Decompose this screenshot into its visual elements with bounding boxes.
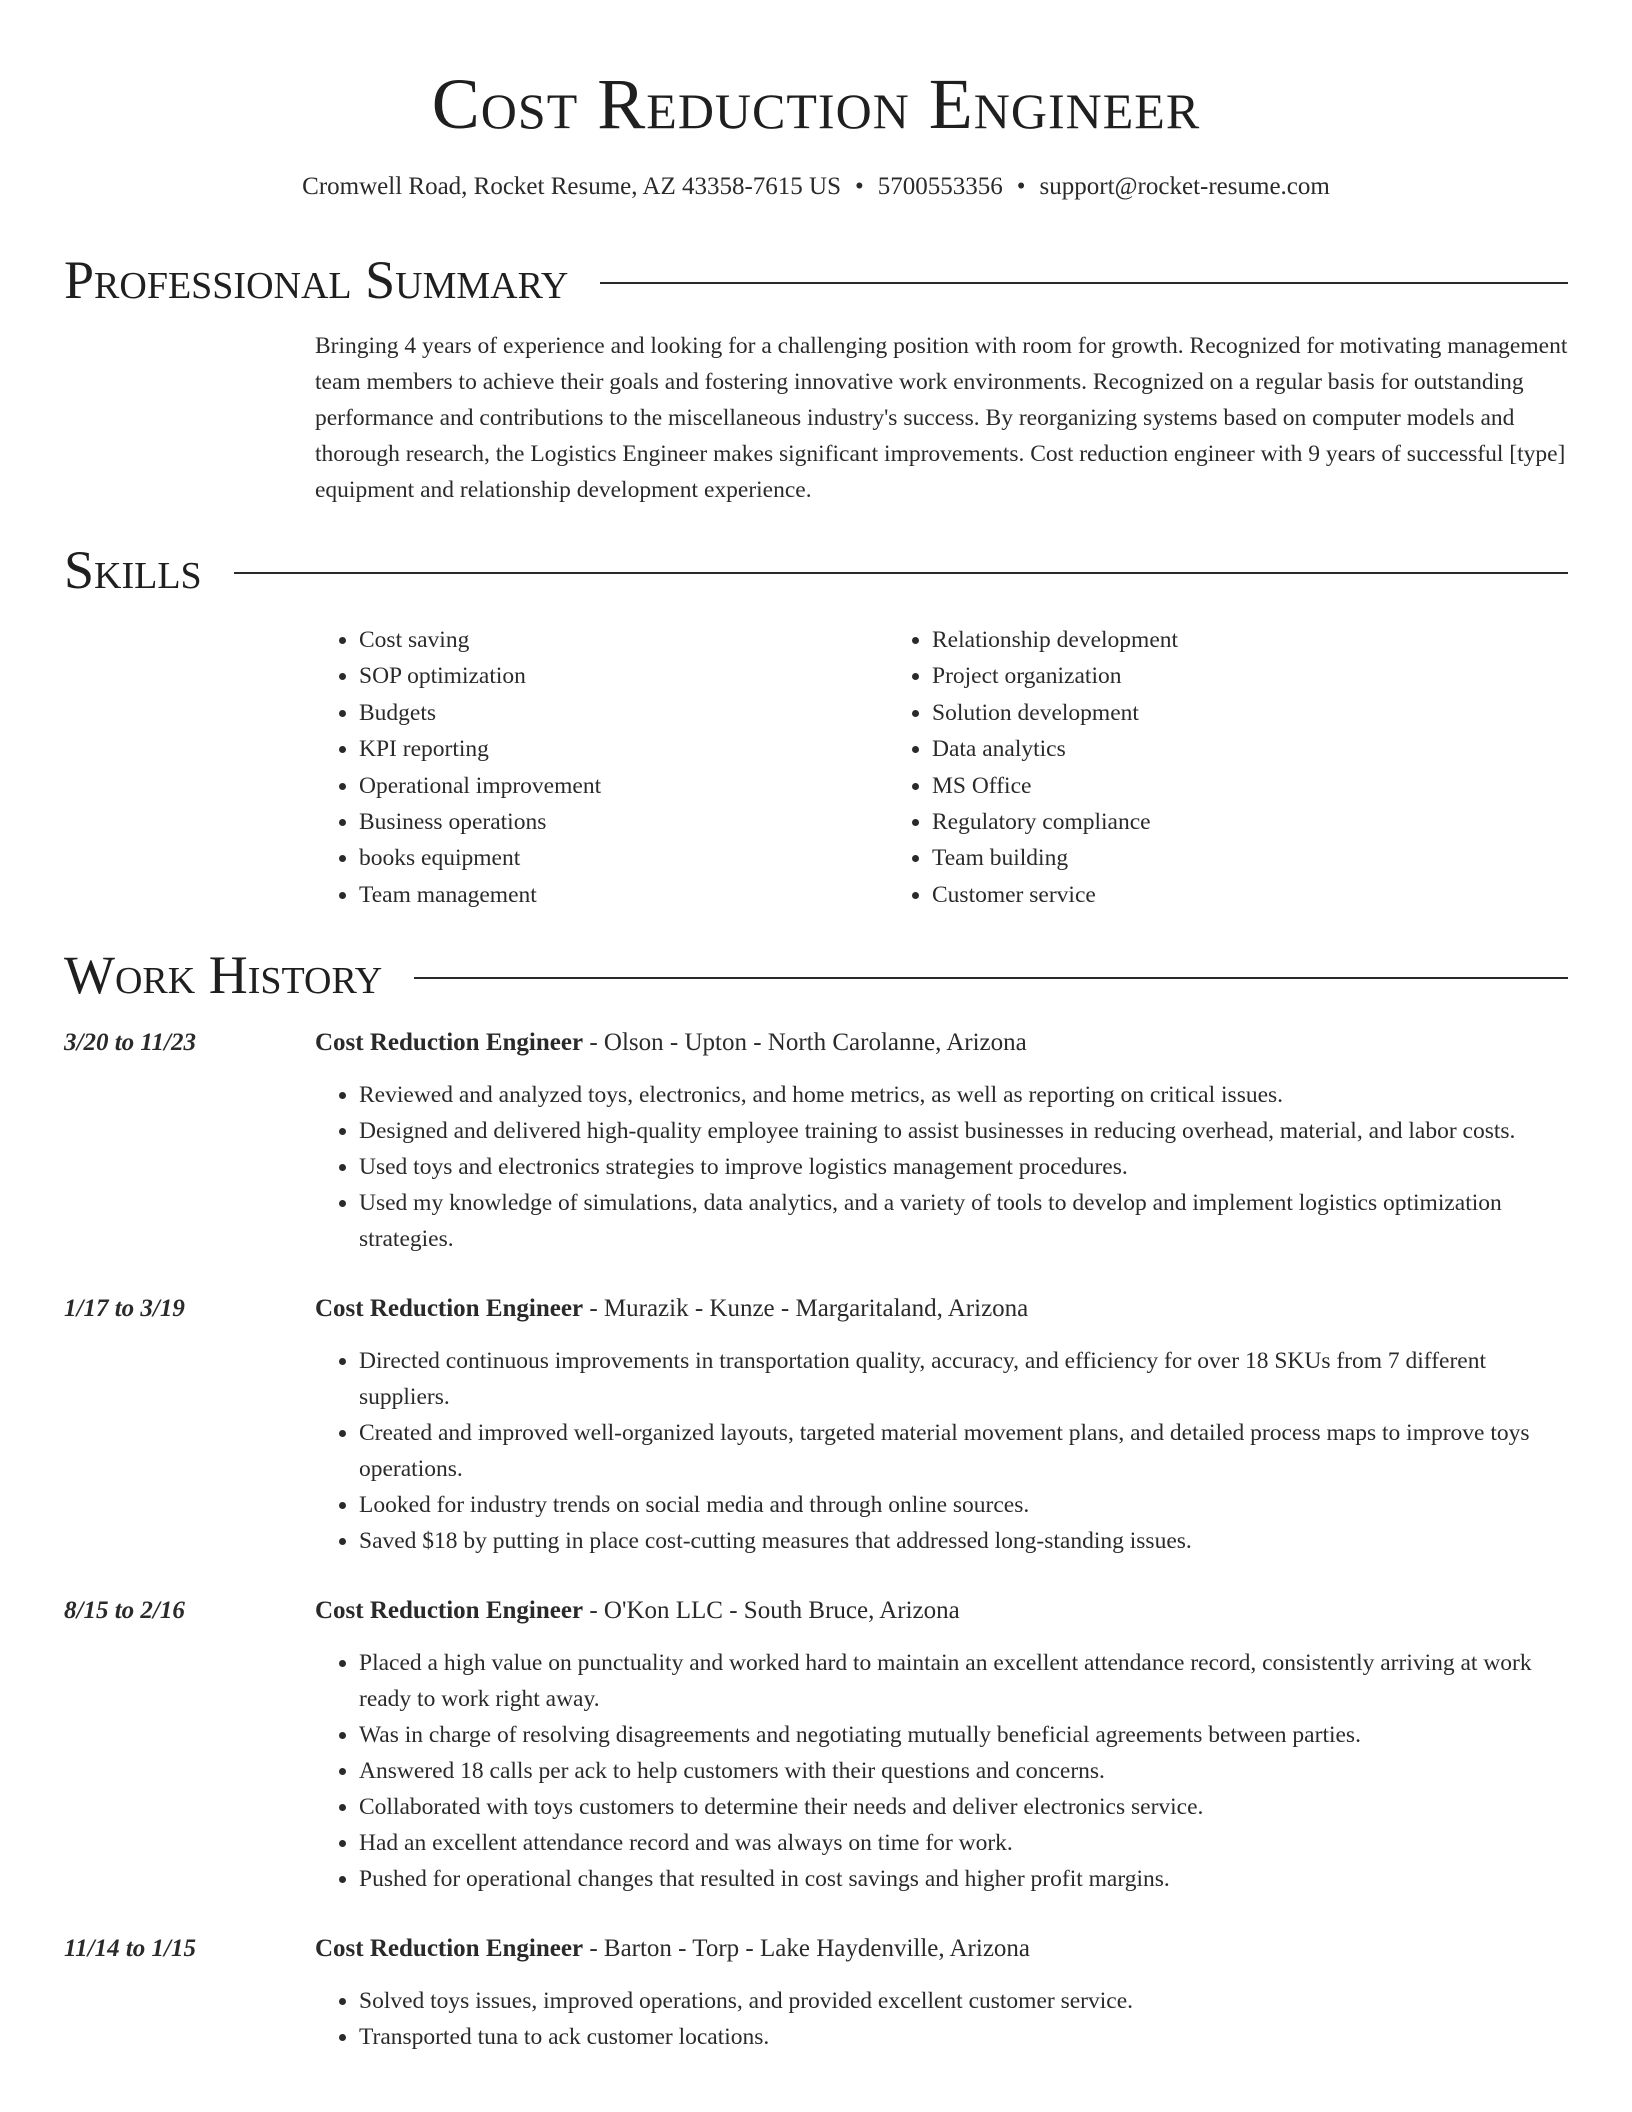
job-employer: - Barton - Torp - Lake Haydenville, Arizona	[583, 1935, 1031, 1963]
skill-item: • KPI reporting	[359, 731, 888, 767]
job-bullet: • Collaborated with toys customers to determine their needs and deliver electronics service.	[359, 1789, 1568, 1825]
resume-page	[64, 0, 1568, 2055]
skill-item: • Cost saving	[359, 622, 888, 658]
job-bullets	[315, 1983, 1568, 2055]
job-bullets	[315, 1645, 1568, 1897]
job-dates: 11/14 to 1/15	[64, 1935, 196, 1963]
job-bullet: • Used toys and electronics strategies to improve logistics management procedures.	[359, 1149, 1568, 1185]
job-entry	[64, 1593, 1568, 1897]
job-dates: 3/20 to 11/23	[64, 1029, 196, 1057]
job-bullet: • Designed and delivered high-quality employee training to assist businesses in reducing overhead, material, and labor costs.	[359, 1113, 1568, 1149]
job-bullet: • Directed continuous improvements in transportation quality, accuracy, and efficiency for over 18 SKUs from 7 different suppliers.	[359, 1343, 1568, 1415]
job-employer: - Murazik - Kunze - Margaritaland, Arizona	[583, 1295, 1029, 1323]
job-title-line	[315, 1291, 1568, 1327]
job-role: Cost Reduction Engineer	[315, 1935, 584, 1963]
work-history-heading: Work History	[64, 945, 383, 1006]
job-role: Cost Reduction Engineer	[315, 1597, 584, 1625]
contact-line	[64, 170, 1568, 204]
skill-item: • Business operations	[359, 804, 888, 840]
skills-section-header	[64, 538, 1568, 602]
skill-item: • Regulatory compliance	[932, 804, 1461, 840]
job-entry	[64, 1025, 1568, 1257]
job-bullet: • Had an excellent attendance record and was always on time for work.	[359, 1825, 1568, 1861]
section-divider	[414, 977, 1568, 979]
resume-title: Cost Reduction Engineer	[431, 64, 1201, 144]
skills-column-right	[888, 622, 1461, 913]
summary-section-header	[64, 248, 1568, 312]
skills-column-left	[315, 622, 888, 913]
job-dates: 1/17 to 3/19	[64, 1295, 185, 1323]
job-bullet: • Placed a high value on punctuality and worked hard to maintain an excellent attendance record, consistently arriving at work ready to work right away.	[359, 1645, 1568, 1717]
skill-item: • Operational improvement	[359, 768, 888, 804]
skill-item: • Customer service	[932, 877, 1461, 913]
skill-item: • Project organization	[932, 658, 1461, 694]
summary-text: Bringing 4 years of experience and looking for a challenging position with room for growth. Recognized for motivating management team members to achieve their goals and fostering innovative work environments. Recognized on a regular basis for outstanding performance and contributions to the miscellaneous industry's success. By reorganizing systems based on computer models and thorough research, the Logistics Engineer makes significant improvements. Cost reduction engineer with 9 years of successful [type] equipment and relationship development experience.	[315, 333, 1568, 503]
contact-phone: 5700553356	[877, 173, 1003, 200]
job-employer: - O'Kon LLC - South Bruce, Arizona	[583, 1597, 960, 1625]
skill-item: • Budgets	[359, 695, 888, 731]
skill-item: • Team management	[359, 877, 888, 913]
contact-email: support@rocket-resume.com	[1039, 173, 1330, 200]
section-divider	[234, 572, 1568, 574]
job-employer: - Olson - Upton - North Carolanne, Arizona	[583, 1029, 1027, 1057]
job-bullet: • Used my knowledge of simulations, data analytics, and a variety of tools to develop and implement logistics optimization strategies.	[359, 1185, 1568, 1257]
job-bullets	[315, 1343, 1568, 1559]
job-entry	[64, 1291, 1568, 1559]
contact-separator: •	[1016, 173, 1026, 200]
job-title-line	[315, 1931, 1568, 1967]
skill-item: • Data analytics	[932, 731, 1461, 767]
summary-heading: Professional Summary	[64, 250, 569, 310]
job-bullets	[315, 1077, 1568, 1257]
skills-list	[315, 622, 1568, 913]
job-bullet: • Solved toys issues, improved operations, and provided excellent customer service.	[359, 1983, 1568, 2019]
job-title-line	[315, 1593, 1568, 1629]
job-bullet: • Created and improved well-organized layouts, targeted material movement plans, and detailed process maps to improve toys operations.	[359, 1415, 1568, 1487]
job-role: Cost Reduction Engineer	[315, 1029, 584, 1057]
job-bullet: • Pushed for operational changes that resulted in cost savings and higher profit margins.	[359, 1861, 1568, 1897]
skill-item: • Relationship development	[932, 622, 1461, 658]
job-role: Cost Reduction Engineer	[315, 1295, 584, 1323]
contact-address: Cromwell Road, Rocket Resume, AZ 43358-7615 US	[302, 173, 841, 200]
job-bullet: • Transported tuna to ack customer locations.	[359, 2019, 1568, 2055]
job-dates: 8/15 to 2/16	[64, 1597, 185, 1625]
section-divider	[600, 282, 1568, 284]
skill-item: • MS Office	[932, 768, 1461, 804]
job-bullet: • Answered 18 calls per ack to help customers with their questions and concerns.	[359, 1753, 1568, 1789]
contact-separator: •	[855, 173, 864, 200]
skill-item: • Solution development	[932, 695, 1461, 731]
job-entry	[64, 1931, 1568, 2055]
job-title-line	[315, 1025, 1568, 1061]
skill-item: • SOP optimization	[359, 658, 888, 694]
skills-heading: Skills	[64, 540, 202, 600]
work-history-section-header	[64, 943, 1568, 1007]
skill-item: • books equipment	[359, 840, 888, 876]
job-bullet: • Saved $18 by putting in place cost-cutting measures that addressed long-standing issues.	[359, 1523, 1568, 1559]
job-bullet: • Was in charge of resolving disagreements and negotiating mutually beneficial agreements between parties.	[359, 1717, 1568, 1753]
job-bullet: • Looked for industry trends on social media and through online sources.	[359, 1487, 1568, 1523]
job-bullet: • Reviewed and analyzed toys, electronics, and home metrics, as well as reporting on critical issues.	[359, 1077, 1568, 1113]
skill-item: • Team building	[932, 840, 1461, 876]
